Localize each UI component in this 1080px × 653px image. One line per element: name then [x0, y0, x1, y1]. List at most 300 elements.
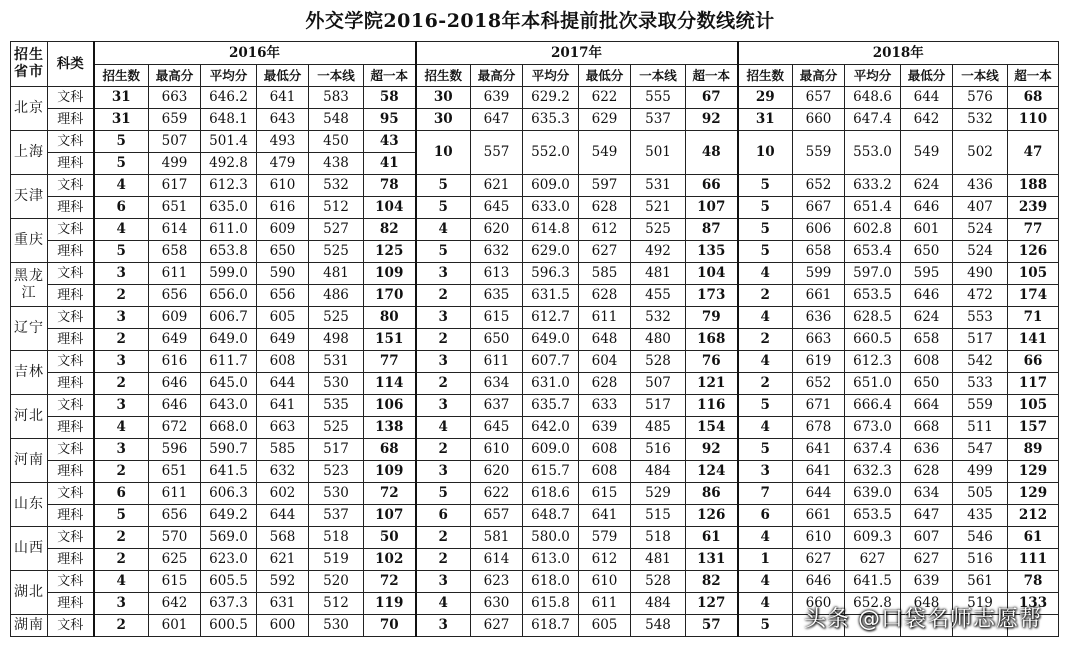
score-cell: 621	[471, 175, 523, 197]
score-cell: 631.0	[523, 373, 579, 395]
score-cell: 490	[953, 263, 1008, 285]
score-cell: 104	[364, 197, 416, 219]
score-cell: 3	[94, 395, 149, 417]
score-cell: 502	[953, 131, 1008, 175]
score-cell: 66	[686, 175, 738, 197]
score-cell: 2	[416, 373, 471, 395]
score-cell: 648.7	[523, 505, 579, 527]
score-cell: 585	[257, 439, 309, 461]
score-cell: 525	[309, 241, 364, 263]
score-cell: 525	[309, 307, 364, 329]
score-cell: 632	[471, 241, 523, 263]
score-cell: 579	[579, 527, 631, 549]
score-cell: 518	[631, 527, 686, 549]
score-cell: 576	[953, 87, 1008, 109]
score-cell: 635.7	[523, 395, 579, 417]
score-cell: 109	[364, 263, 416, 285]
score-cell: 628	[579, 197, 631, 219]
score-cell: 484	[631, 461, 686, 483]
score-cell: 133	[1008, 593, 1059, 615]
score-cell: 614	[471, 549, 523, 571]
score-cell: 652	[793, 373, 845, 395]
category-cell: 文科	[48, 175, 94, 197]
score-cell: 129	[1008, 461, 1059, 483]
table-row	[11, 439, 1059, 461]
score-cell: 116	[686, 395, 738, 417]
score-cell: 68	[364, 439, 416, 461]
score-cell: 561	[953, 571, 1008, 593]
score-cell: 95	[364, 109, 416, 131]
score-cell: 660	[793, 109, 845, 131]
score-cell: 555	[631, 87, 686, 109]
score-cell: 613	[471, 263, 523, 285]
table-row	[11, 505, 1059, 527]
score-cell: 612.7	[523, 307, 579, 329]
score-cell: 631	[257, 593, 309, 615]
score-cell: 4	[738, 417, 793, 439]
score-cell: 649	[149, 329, 201, 351]
score-cell: 106	[364, 395, 416, 417]
score-cell: 3	[416, 571, 471, 593]
score-cell: 600.5	[201, 615, 257, 637]
score-cell: 601	[149, 615, 201, 637]
score-cell: 72	[364, 483, 416, 505]
score-cell: 516	[953, 549, 1008, 571]
score-cell: 117	[1008, 373, 1059, 395]
score-cell: 3	[416, 263, 471, 285]
score-cell: 636	[901, 439, 953, 461]
province-cell: 山东	[11, 483, 48, 527]
score-cell: 114	[364, 373, 416, 395]
table-row	[11, 285, 1059, 307]
score-cell: 4	[738, 263, 793, 285]
score-cell: 5	[738, 175, 793, 197]
score-cell: 613.0	[523, 549, 579, 571]
score-cell: 537	[309, 505, 364, 527]
score-cell: 5	[738, 241, 793, 263]
header-year-2017: 2017年	[416, 42, 738, 65]
score-cell: 492.8	[201, 153, 257, 175]
score-cell: 641.5	[845, 571, 901, 593]
header-column: 招生数	[416, 65, 471, 87]
score-cell: 606.3	[201, 483, 257, 505]
score-cell: 5	[416, 175, 471, 197]
category-cell: 文科	[48, 439, 94, 461]
score-cell: 6	[94, 197, 149, 219]
score-cell: 618.6	[523, 483, 579, 505]
score-cell: 608	[579, 461, 631, 483]
score-cell: 2	[94, 615, 149, 637]
score-cell: 239	[1008, 197, 1059, 219]
score-cell: 3	[94, 439, 149, 461]
score-cell: 105	[1008, 263, 1059, 285]
score-cell: 597	[579, 175, 631, 197]
score-cell: 532	[631, 307, 686, 329]
score-cell: 590.7	[201, 439, 257, 461]
score-cell: 611	[579, 307, 631, 329]
score-cell: 1	[738, 549, 793, 571]
score-cell: 612	[579, 219, 631, 241]
category-cell: 文科	[48, 131, 94, 153]
score-cell: 525	[631, 219, 686, 241]
table-row	[11, 549, 1059, 571]
score-cell: 648	[901, 593, 953, 615]
score-cell: 668.0	[201, 417, 257, 439]
score-cell: 653.8	[201, 241, 257, 263]
score-cell: 641.5	[201, 461, 257, 483]
score-cell: 524	[953, 219, 1008, 241]
table-row	[11, 461, 1059, 483]
score-cell: 480	[631, 329, 686, 351]
score-cell: 656.0	[201, 285, 257, 307]
table-row	[11, 87, 1059, 109]
score-cell: 637.3	[201, 593, 257, 615]
score-cell: 620	[471, 461, 523, 483]
score-cell: 648.1	[201, 109, 257, 131]
province-cell: 黑龙江	[11, 263, 48, 307]
score-cell: 612.3	[201, 175, 257, 197]
score-cell: 3	[94, 593, 149, 615]
score-cell: 4	[416, 417, 471, 439]
score-cell: 76	[686, 351, 738, 373]
score-cell: 107	[686, 197, 738, 219]
score-cell: 2	[94, 285, 149, 307]
score-cell: 633	[579, 395, 631, 417]
score-cell: 599	[793, 263, 845, 285]
category-cell: 理科	[48, 505, 94, 527]
table-row	[11, 527, 1059, 549]
score-cell: 479	[257, 153, 309, 175]
score-cell: 648.6	[845, 87, 901, 109]
score-cell: 173	[686, 285, 738, 307]
table-row	[11, 483, 1059, 505]
score-cell: 656	[149, 505, 201, 527]
score-cell: 86	[686, 483, 738, 505]
score-cell: 656	[149, 285, 201, 307]
score-cell: 661	[793, 505, 845, 527]
score-cell: 537	[631, 109, 686, 131]
score-cell: 5	[738, 219, 793, 241]
score-cell: 641	[257, 395, 309, 417]
score-cell: 615	[471, 307, 523, 329]
score-cell: 135	[686, 241, 738, 263]
score-cell: 641	[793, 439, 845, 461]
category-cell: 理科	[48, 241, 94, 263]
score-cell: 547	[953, 439, 1008, 461]
score-cell: 530	[309, 615, 364, 637]
score-cell: 82	[686, 571, 738, 593]
province-cell: 湖南	[11, 615, 48, 637]
score-cell: 5	[738, 439, 793, 461]
table-row	[11, 109, 1059, 131]
score-cell: 657	[793, 87, 845, 109]
score-cell: 41	[364, 153, 416, 175]
score-cell: 657	[471, 505, 523, 527]
category-cell: 理科	[48, 417, 94, 439]
score-cell: 77	[364, 351, 416, 373]
score-cell: 3	[416, 615, 471, 637]
category-cell: 理科	[48, 329, 94, 351]
table-row	[11, 263, 1059, 285]
score-cell: 30	[416, 87, 471, 109]
score-cell: 627	[793, 549, 845, 571]
score-cell: 559	[953, 395, 1008, 417]
score-cell: 646	[901, 285, 953, 307]
score-cell: 609	[149, 307, 201, 329]
score-cell: 610	[793, 527, 845, 549]
score-cell: 31	[738, 109, 793, 131]
score-cell: 663	[793, 329, 845, 351]
score-cell: 605	[579, 615, 631, 637]
score-cell: 633.0	[523, 197, 579, 219]
score-cell: 517	[631, 395, 686, 417]
score-cell: 623	[471, 571, 523, 593]
score-cell: 635.0	[201, 197, 257, 219]
score-cell: 569.0	[201, 527, 257, 549]
score-cell: 438	[309, 153, 364, 175]
score-cell: 627	[579, 241, 631, 263]
score-cell: 527	[309, 219, 364, 241]
score-cell: 512	[309, 197, 364, 219]
score-cell: 532	[309, 175, 364, 197]
score-cell: 618.7	[523, 615, 579, 637]
score-cell: 110	[1008, 109, 1059, 131]
category-cell: 理科	[48, 461, 94, 483]
score-cell: 5	[738, 197, 793, 219]
score-cell: 528	[631, 571, 686, 593]
score-cell: 610	[579, 571, 631, 593]
score-cell: 5	[94, 241, 149, 263]
score-cell: 644	[901, 87, 953, 109]
score-cell: 531	[631, 175, 686, 197]
score-cell: 5	[416, 483, 471, 505]
score-cell: 3	[738, 461, 793, 483]
score-cell: 10	[416, 131, 471, 175]
score-cell: 632.3	[845, 461, 901, 483]
header-column: 平均分	[523, 65, 579, 87]
score-cell: 5	[416, 197, 471, 219]
score-cell: 607.7	[523, 351, 579, 373]
score-cell: 641	[257, 87, 309, 109]
score-cell: 2	[738, 329, 793, 351]
score-cell: 5	[416, 241, 471, 263]
province-cell: 河北	[11, 395, 48, 439]
province-cell: 北京	[11, 87, 48, 131]
province-cell: 辽宁	[11, 307, 48, 351]
score-cell: 71	[1008, 307, 1059, 329]
score-cell: 511	[953, 417, 1008, 439]
score-cell: 485	[631, 417, 686, 439]
score-cell: 609	[257, 219, 309, 241]
score-cell: 659	[149, 109, 201, 131]
score-cell: 174	[1008, 285, 1059, 307]
score-cell: 625	[149, 549, 201, 571]
score-cell: 407	[953, 197, 1008, 219]
score-cell: 592	[257, 571, 309, 593]
score-cell: 635.3	[523, 109, 579, 131]
score-cell: 524	[953, 241, 1008, 263]
score-cell: 4	[738, 527, 793, 549]
score-cell: 649.0	[523, 329, 579, 351]
table-row	[11, 175, 1059, 197]
score-cell: 57	[686, 615, 738, 637]
score-cell: 628	[901, 461, 953, 483]
score-cell: 499	[953, 461, 1008, 483]
score-cell: 532	[953, 109, 1008, 131]
score-cell: 611.0	[201, 219, 257, 241]
province-cell: 山西	[11, 527, 48, 571]
header-column: 招生数	[738, 65, 793, 87]
score-cell: 615.7	[523, 461, 579, 483]
score-cell: 6	[416, 505, 471, 527]
score-cell: 2	[738, 285, 793, 307]
score-cell: 647.4	[845, 109, 901, 131]
score-cell: 639.0	[845, 483, 901, 505]
score-cell: 615	[149, 571, 201, 593]
header-column: 一本线	[309, 65, 364, 87]
score-cell: 641	[579, 505, 631, 527]
score-cell: 5	[94, 153, 149, 175]
score-cell: 77	[1008, 219, 1059, 241]
score-cell: 4	[416, 219, 471, 241]
score-cell: 610	[257, 175, 309, 197]
score-cell: 505	[953, 483, 1008, 505]
category-cell: 理科	[48, 373, 94, 395]
score-cell: 619	[793, 351, 845, 373]
score-cell: 507	[631, 373, 686, 395]
score-cell: 31	[94, 87, 149, 109]
category-cell: 文科	[48, 527, 94, 549]
score-cell: 616	[257, 197, 309, 219]
score-cell: 517	[309, 439, 364, 461]
score-cell: 528	[631, 351, 686, 373]
score-cell: 436	[953, 175, 1008, 197]
header-category: 科类	[48, 42, 94, 87]
score-cell: 82	[364, 219, 416, 241]
score-cell: 435	[953, 505, 1008, 527]
header-column: 一本线	[631, 65, 686, 87]
score-cell: 515	[631, 505, 686, 527]
score-cell: 2	[416, 527, 471, 549]
score-cell: 635	[471, 285, 523, 307]
score-cell: 472	[953, 285, 1008, 307]
score-cell: 6	[94, 483, 149, 505]
score-cell: 493	[257, 131, 309, 153]
score-cell: 595	[901, 263, 953, 285]
score-cell: 533	[953, 373, 1008, 395]
score-cell: 3	[416, 395, 471, 417]
score-cell: 3	[94, 307, 149, 329]
score-cell: 131	[686, 549, 738, 571]
score-cell: 645.0	[201, 373, 257, 395]
score-cell: 678	[793, 417, 845, 439]
score-cell: 102	[364, 549, 416, 571]
category-cell: 文科	[48, 263, 94, 285]
score-cell: 531	[309, 351, 364, 373]
score-cell: 5	[738, 395, 793, 417]
score-cell: 72	[364, 571, 416, 593]
score-cell: 105	[1008, 395, 1059, 417]
table-row	[11, 307, 1059, 329]
category-cell: 文科	[48, 615, 94, 637]
score-cell: 542	[953, 351, 1008, 373]
watermark: 头条 @口袋名师志愿帮	[804, 607, 1042, 632]
score-cell: 548	[631, 615, 686, 637]
score-cell: 3	[94, 263, 149, 285]
score-cell: 124	[686, 461, 738, 483]
score-cell: 520	[309, 571, 364, 593]
score-cell: 4	[738, 307, 793, 329]
score-cell: 644	[257, 505, 309, 527]
score-cell: 644	[257, 373, 309, 395]
score-cell: 4	[416, 593, 471, 615]
score-cell: 2	[416, 329, 471, 351]
score-cell: 623.0	[201, 549, 257, 571]
score-cell: 612.3	[845, 351, 901, 373]
score-cell: 89	[1008, 439, 1059, 461]
score-cell: 29	[738, 87, 793, 109]
score-cell: 92	[686, 109, 738, 131]
score-cell: 141	[1008, 329, 1059, 351]
score-cell: 549	[901, 131, 953, 175]
score-cell: 628	[579, 373, 631, 395]
score-cell: 68	[1008, 87, 1059, 109]
score-cell: 546	[953, 527, 1008, 549]
table-row	[11, 329, 1059, 351]
score-cell: 617	[149, 175, 201, 197]
category-cell: 理科	[48, 593, 94, 615]
score-cell: 78	[1008, 571, 1059, 593]
score-cell: 499	[149, 153, 201, 175]
score-cell: 501.4	[201, 131, 257, 153]
category-cell: 文科	[48, 571, 94, 593]
score-cell: 608	[257, 351, 309, 373]
score-cell: 3	[416, 461, 471, 483]
score-cell: 667	[793, 197, 845, 219]
score-cell: 549	[579, 131, 631, 175]
score-cell: 61	[1008, 527, 1059, 549]
score-cell: 518	[309, 527, 364, 549]
score-cell: 596.3	[523, 263, 579, 285]
score-cell: 643	[257, 109, 309, 131]
score-cell: 649.2	[201, 505, 257, 527]
score-cell: 525	[309, 417, 364, 439]
score-cell: 634	[901, 483, 953, 505]
score-cell: 481	[631, 549, 686, 571]
score-cell: 636	[793, 307, 845, 329]
score-cell: 521	[631, 197, 686, 219]
header-year-2016: 2016年	[94, 42, 416, 65]
table-row	[11, 395, 1059, 417]
score-cell: 639	[579, 417, 631, 439]
score-cell: 671	[793, 395, 845, 417]
score-cell: 516	[631, 439, 686, 461]
score-cell: 663	[257, 417, 309, 439]
score-cell: 651	[149, 461, 201, 483]
score-cell: 2	[94, 549, 149, 571]
score-cell: 642	[901, 109, 953, 131]
score-cell: 661	[793, 285, 845, 307]
province-cell: 天津	[11, 175, 48, 219]
score-cell: 629.0	[523, 241, 579, 263]
score-cell: 611	[471, 351, 523, 373]
score-cell: 585	[579, 263, 631, 285]
header-column: 最高分	[471, 65, 523, 87]
score-cell: 107	[364, 505, 416, 527]
score-cell: 627	[845, 549, 901, 571]
header-column: 超一本	[686, 65, 738, 87]
score-cell: 2	[416, 439, 471, 461]
